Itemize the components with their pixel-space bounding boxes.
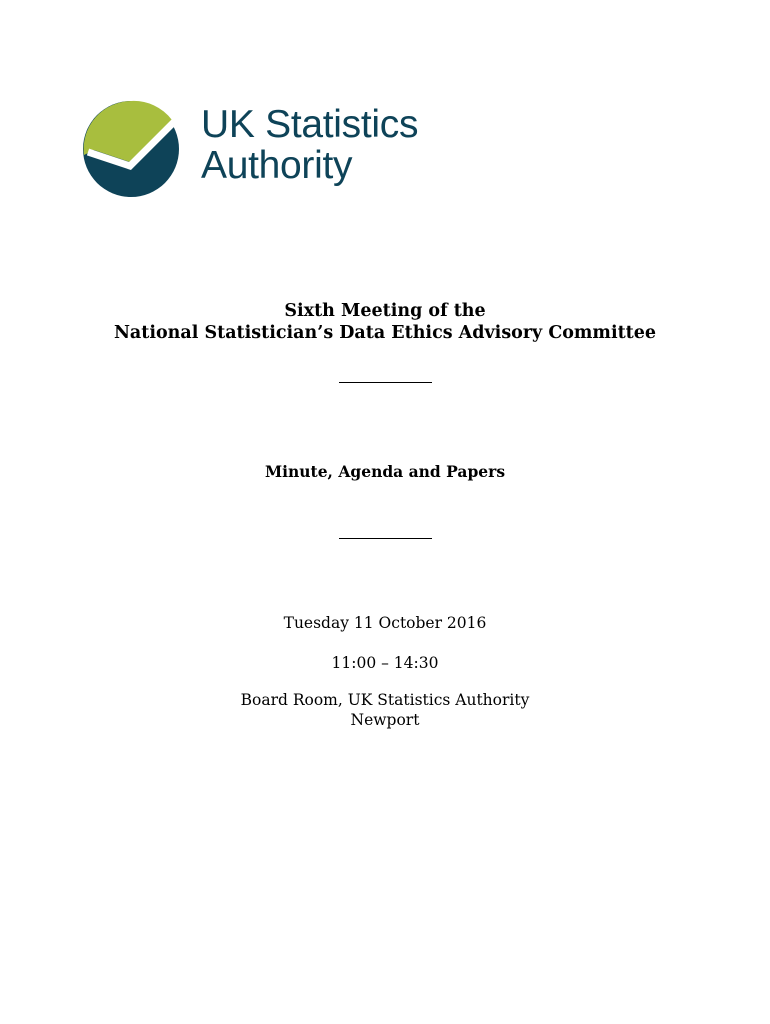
document-subtitle: Minute, Agenda and Papers [264,462,506,481]
organisation-name-line2: Authority [201,144,353,187]
organisation-name-line1: UK Statistics [201,103,419,146]
document-title-line1: Sixth Meeting of the [284,301,486,321]
document-title-line2: National Statistician’s Data Ethics Advisory Committee [113,323,657,343]
meeting-venue-line2: Newport [350,711,420,729]
meeting-venue-line1: Board Room, UK Statistics Authority [240,691,530,709]
uk-statistics-authority-logo [80,98,460,204]
tick-circle-icon [80,98,186,198]
organisation-name [201,104,418,186]
document-title [0,300,770,344]
divider-top [339,382,432,383]
meeting-venue [0,690,770,730]
divider-bottom [339,538,432,539]
meeting-time: 11:00 – 14:30 [331,654,439,672]
meeting-date: Tuesday 11 October 2016 [283,614,487,632]
